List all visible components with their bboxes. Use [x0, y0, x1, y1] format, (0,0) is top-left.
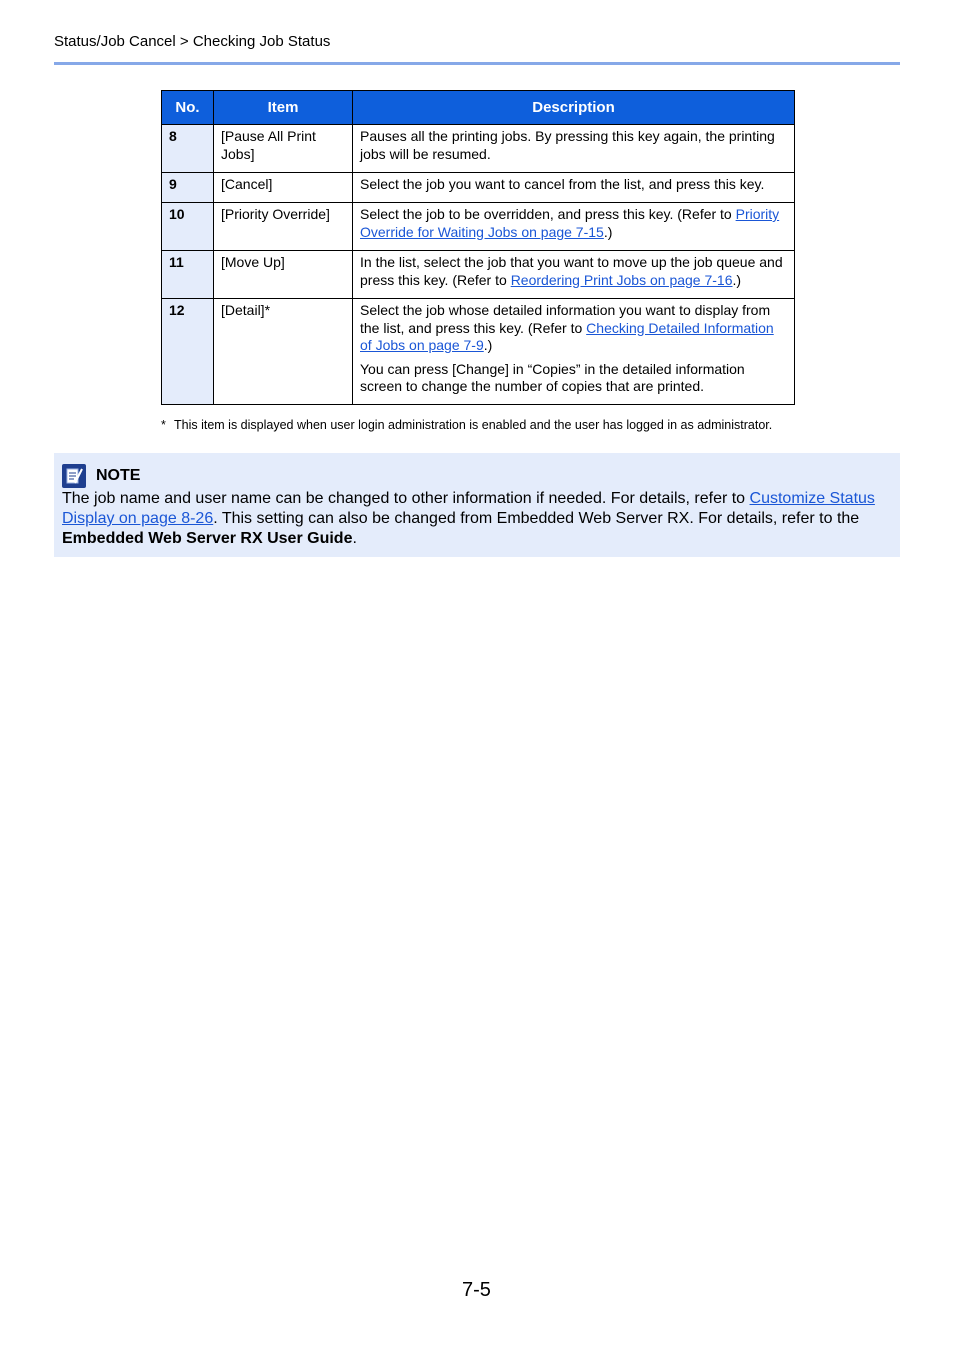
- row-number: 12: [162, 299, 214, 405]
- table-row: [162, 299, 795, 405]
- footnote-text: This item is displayed when user login administration is enabled and the user has logged in as administrator.: [174, 418, 773, 432]
- table-row: [162, 203, 795, 251]
- row-number: 10: [162, 203, 214, 251]
- row-description: [353, 173, 795, 203]
- row-number: 11: [162, 251, 214, 299]
- row-description: [353, 125, 795, 173]
- row-item: [Pause All Print Jobs]: [214, 125, 353, 173]
- reordering-print-jobs-link[interactable]: Reordering Print Jobs on page 7-16: [510, 271, 733, 288]
- description-text: [360, 302, 787, 355]
- priority-override-link[interactable]: Priority Override for Waiting Jobs on page 7-15: [360, 206, 780, 240]
- row-number: 9: [162, 173, 214, 203]
- description-post: .): [603, 223, 613, 240]
- checking-detailed-information-link[interactable]: Checking Detailed Information of Jobs on page 7-9: [360, 319, 774, 353]
- note-title: NOTE: [96, 467, 141, 484]
- description-post: .): [483, 337, 493, 353]
- note-text-mid: . This setting can also be changed from Embedded Web Server RX. For details, refer to the: [213, 510, 860, 527]
- table-row: [162, 125, 795, 173]
- table-row: [162, 173, 795, 203]
- column-header-description: Description: [353, 91, 795, 125]
- row-description: [353, 299, 795, 405]
- note-icon: [62, 464, 86, 488]
- row-description: [353, 251, 795, 299]
- description-pre: Select the job whose detailed information you want to display from the list, and press this key. (Refer to: [360, 302, 771, 336]
- column-header-item: Item: [214, 91, 353, 125]
- note-header: [62, 464, 140, 488]
- note-text-end: .: [352, 530, 357, 547]
- note-text-pre: The job name and user name can be changed to other information if needed. For details, refer to: [62, 490, 750, 507]
- description-text: You can press [Change] in “Copies” in the detailed information screen to change the number of copies that are printed.: [360, 360, 745, 394]
- note-guide-title: Embedded Web Server RX User Guide: [62, 530, 353, 547]
- description-post: .): [732, 271, 742, 288]
- row-item: [Move Up]: [214, 251, 353, 299]
- column-header-no: No.: [162, 91, 214, 125]
- description-text: [360, 206, 787, 241]
- breadcrumb: Status/Job Cancel > Checking Job Status: [54, 33, 331, 50]
- note-box: [54, 453, 900, 557]
- customize-status-display-link[interactable]: Customize Status Display on page 8-26: [62, 490, 875, 527]
- key-description-table: [161, 90, 795, 405]
- footnote: [161, 418, 772, 432]
- note-text: [62, 489, 892, 549]
- description-pre: In the list, select the job that you want to move up the job queue and press this key. (Refer to: [360, 254, 783, 288]
- description-text: Select the job you want to cancel from the list, and press this key.: [360, 176, 765, 192]
- row-number: 8: [162, 125, 214, 173]
- footnote-mark: *: [161, 418, 166, 432]
- row-item: [Detail]*: [214, 299, 353, 405]
- header-divider: [54, 62, 900, 65]
- table-header-row: [162, 91, 795, 125]
- row-item: [Cancel]: [214, 173, 353, 203]
- description-pre: Select the job to be overridden, and press this key. (Refer to: [360, 206, 736, 222]
- row-item: [Priority Override]: [214, 203, 353, 251]
- description-text: [360, 254, 787, 289]
- table-row: [162, 251, 795, 299]
- description-text: Pauses all the printing jobs. By pressing this key again, the printing jobs will be resumed.: [360, 128, 775, 162]
- row-description: [353, 203, 795, 251]
- page-number: 7-5: [462, 1279, 491, 1301]
